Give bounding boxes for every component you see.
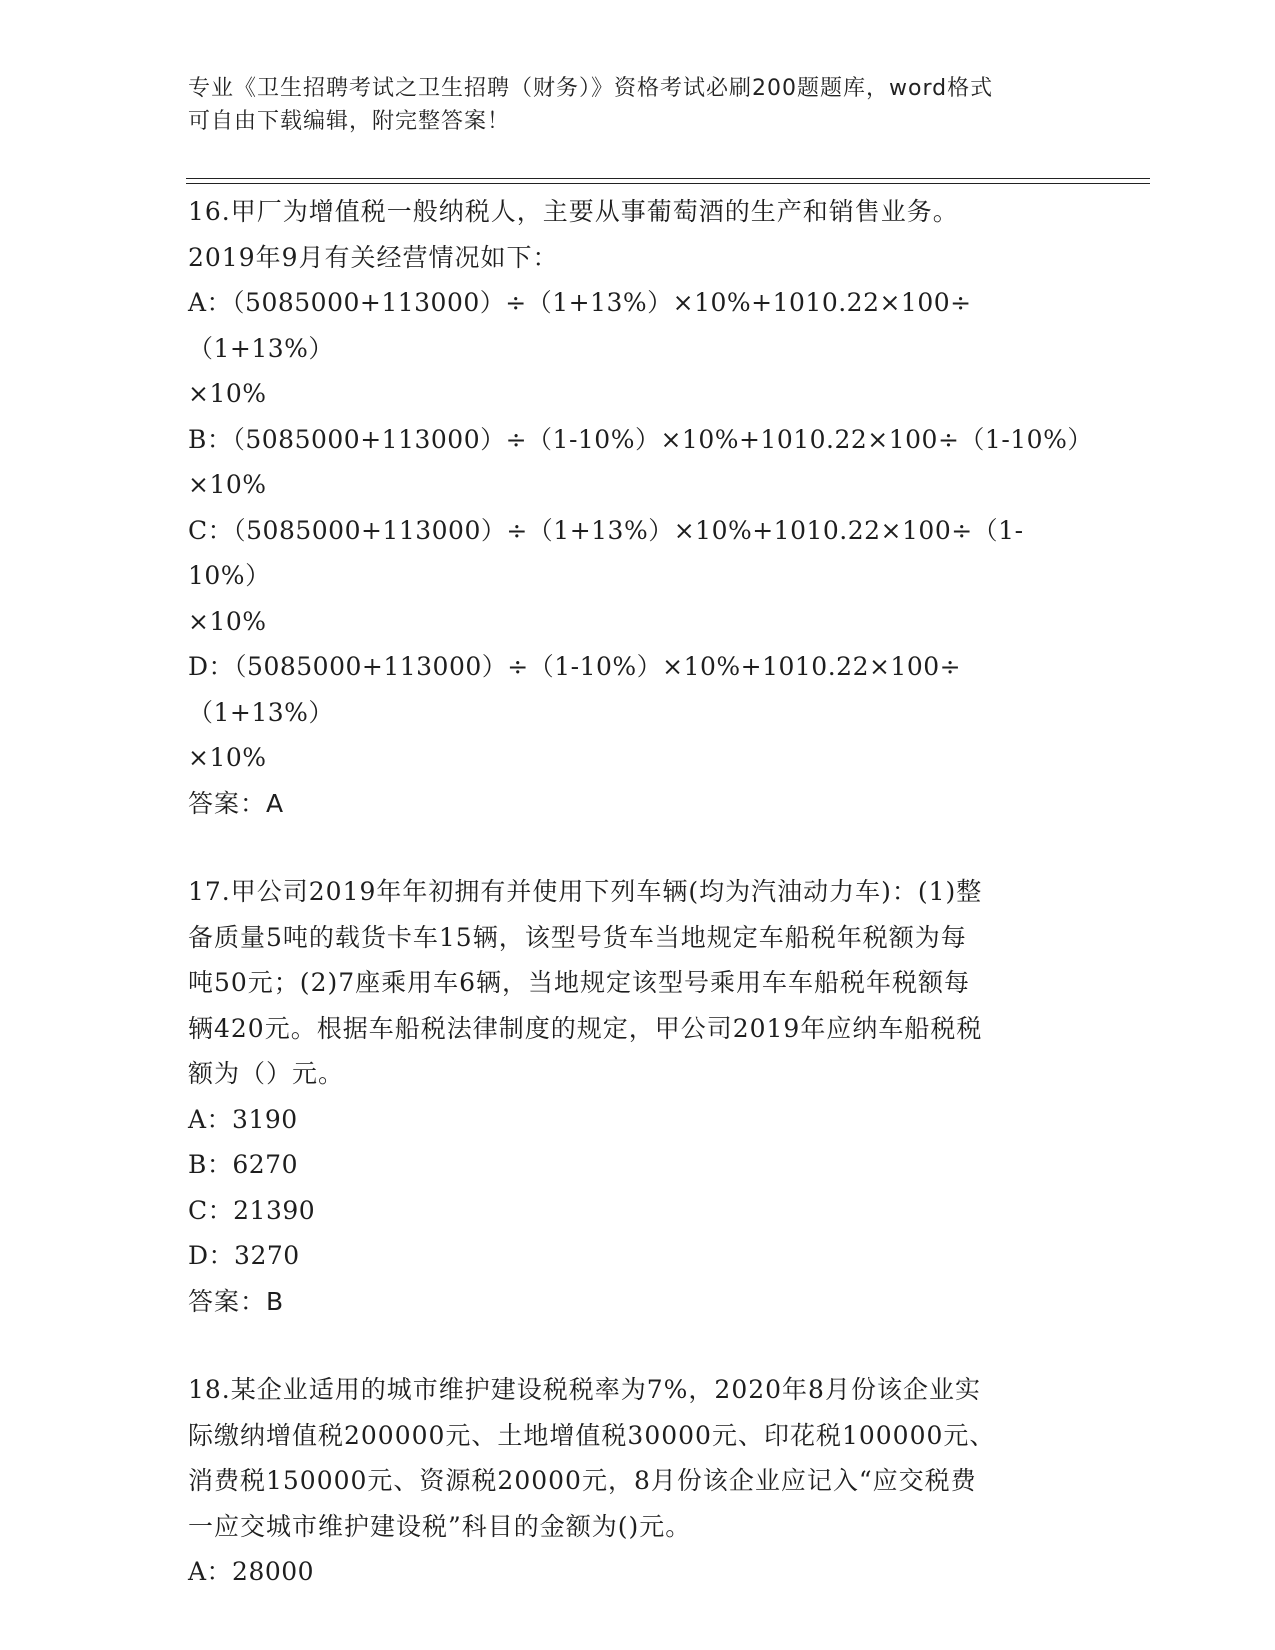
option-a: A：3190: [188, 1104, 298, 1134]
question-text-line: 际缴纳增值税200000元、土地增值税30000元、印花税100000元、: [188, 1420, 996, 1450]
header-line-2: 可自由下载编辑，附完整答案！: [188, 109, 511, 134]
option-a: A：（5085000+113000）÷（1+13%）×10%+1010.22×100÷（1+13%）: [188, 288, 972, 363]
option-c: C：（5085000+113000）÷（1+13%）×10%+1010.22×100÷（1-10%）: [188, 515, 1024, 590]
answer-label: 答案：B: [188, 1286, 285, 1316]
question-text-line: 辆420元。根据车船税法律制度的规定，甲公司2019年应纳车船税税: [188, 1013, 983, 1043]
option-b-continuation: ×10%: [188, 470, 267, 499]
option-d: D：（5085000+113000）÷（1-10%）×10%+1010.22×100÷（1+13%）: [188, 652, 962, 727]
question-text-line: 消费税150000元、资源税20000元，8月份该企业应记入“应交税费: [188, 1466, 977, 1495]
question-text-line: 16.甲厂为增值税一般纳税人，主要从事葡萄酒的生产和销售业务。: [188, 197, 959, 226]
option-d: D：3270: [188, 1241, 300, 1270]
header-double-rule: [186, 178, 1150, 184]
option-c-continuation: ×10%: [188, 606, 267, 636]
question-text-line: 吨50元；(2)7座乘用车6辆，当地规定该型号乘用车车船税年税额每: [188, 968, 971, 997]
document-header: [188, 72, 1068, 138]
question-18: [188, 1367, 1088, 1595]
question-text-line: 一应交城市维护建设税”科目的金额为()元。: [188, 1511, 692, 1541]
question-text-line: 18.某企业适用的城市维护建设税税率为7%，2020年8月份该企业实: [188, 1375, 981, 1404]
option-a: A：28000: [188, 1557, 315, 1586]
question-text-line: 额为（）元。: [188, 1059, 345, 1088]
option-b: B：6270: [188, 1150, 298, 1179]
question-text-line: 2019年9月有关经营情况如下：: [188, 242, 559, 272]
option-d-continuation: ×10%: [188, 743, 267, 772]
question-17: [188, 869, 1088, 1324]
question-text-line: 备质量5吨的载货卡车15辆，该型号货车当地规定车船税年税额为每: [188, 922, 967, 952]
header-line-1: 专业《卫生招聘考试之卫生招聘（财务）》资格考试必刷200题题库，word格式: [188, 76, 994, 101]
question-text-line: 17.甲公司2019年年初拥有并使用下列车辆(均为汽油动力车)：(1)整: [188, 877, 983, 906]
option-c: C：21390: [188, 1195, 316, 1225]
option-b: B：（5085000+113000）÷（1-10%）×10%+1010.22×100÷（1-10%）: [188, 424, 1093, 454]
answer-label: 答案：A: [188, 788, 285, 818]
question-list: [188, 189, 1093, 1638]
question-16: [188, 189, 1093, 826]
option-a-continuation: ×10%: [188, 379, 267, 408]
